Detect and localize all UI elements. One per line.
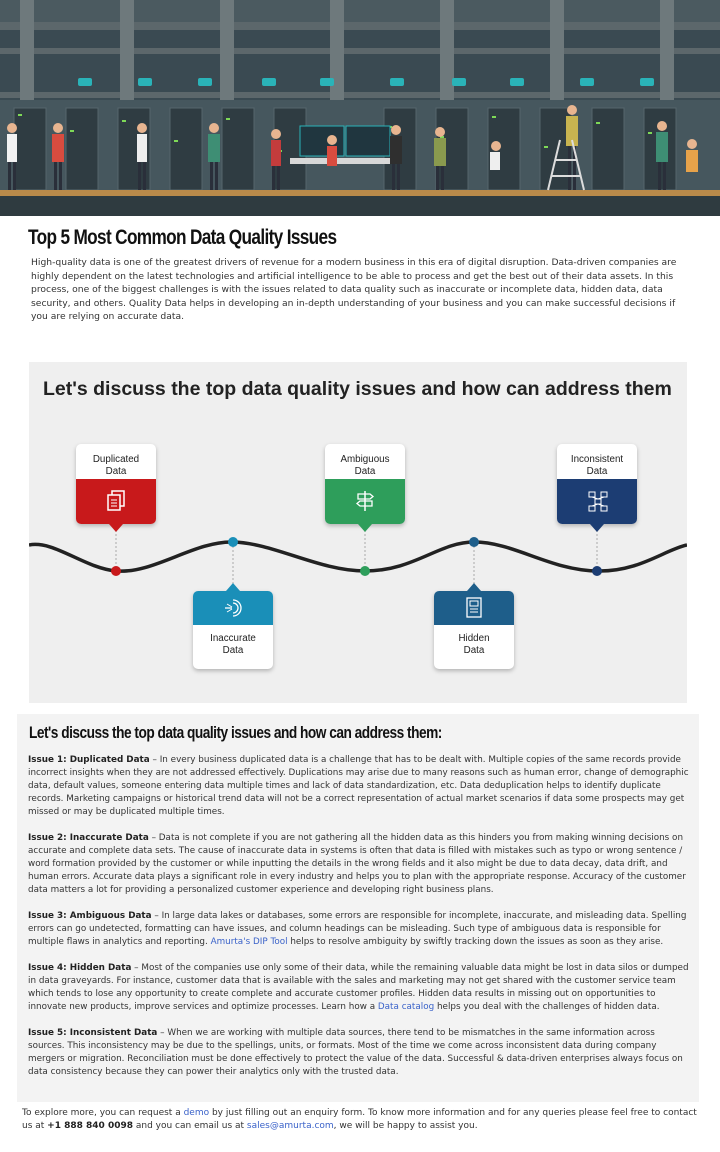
pointer (358, 524, 372, 532)
issue-text: – Data is not complete if you are not gathering all the hidden data as this hinders you from making winning decisions on accurate and complete data sets. The cause of inaccurate data in systems is often that data is filled with mistakes such as typo or wrong sentence / word formation provided by the customer or while inputting the details in the wrong fields and it also might be due to data decay, data drift, and human errors. Accurate data plays a significant role in every industry and helps you to plan with the appropriate response. Accuracy of the customer data matters a lot for providing a personalized customer experience and developing right business plans. (28, 833, 686, 895)
issue-label: Issue 3: Ambiguous Data (28, 911, 152, 921)
footer-text: , we will be happy to assist you. (333, 1121, 478, 1132)
issue-label: Issue 1: Duplicated Data (28, 755, 150, 765)
issue-2 (28, 832, 692, 897)
infographic-title: Let's discuss the top data quality issues and how can address them (43, 378, 672, 400)
document-icon (434, 591, 514, 625)
footer-contact (22, 1107, 702, 1134)
issue-1 (28, 754, 692, 819)
issue-4 (28, 962, 692, 1014)
card-inconsistent-data (557, 444, 637, 524)
issue-label: Issue 2: Inaccurate Data (28, 833, 149, 843)
pointer (467, 583, 481, 591)
pointer (109, 524, 123, 532)
pointer (590, 524, 604, 532)
intro-paragraph: High-quality data is one of the greatest drivers of revenue for a modern business in this era of digital disruption. Data-driven companies are highly dependent on the latest technologies and artificial intelligence to be able to process and get the best out of their data assets. In this process, one of the biggest challenges is with the issues related to data quality such as inaccurate or incomplete data, hidden data, data security, and others. Quality Data helps in developing an in-depth understanding of your business and you can make successful decisions if you are relying on accurate data. (31, 257, 677, 323)
signpost-icon (325, 479, 405, 524)
card-label: Data (222, 645, 244, 656)
card-hidden-data (434, 591, 514, 669)
issue-text-after: helps you deal with the challenges of hidden data. (434, 1002, 660, 1012)
page-title: Top 5 Most Common Data Quality Issues (28, 226, 337, 249)
issue-5 (28, 1027, 692, 1079)
issue-3 (28, 910, 692, 949)
issues-section (17, 714, 699, 1102)
footer-text: by just filling out an enquiry form. To know more information and for any queries please feel free to contact us at (22, 1108, 697, 1132)
footer-text: To explore more, you can request a (22, 1108, 184, 1118)
card-label: Hidden (458, 633, 490, 644)
data-catalog-link[interactable]: Data catalog (377, 1002, 435, 1012)
card-label: Data (354, 466, 376, 477)
demo-link[interactable]: demo (183, 1108, 210, 1118)
timeline-wave (29, 362, 687, 703)
marker-inaccurate (228, 537, 238, 547)
issue-text: – In large data lakes or databases, some errors are responsible for incomplete, inaccurate, and misleading data. Spelling errors can go undetected, formatting can have issues, and column headings can be misleading. Such type of ambiguous data is responsible for multiple flaws in analytics and reporting. (28, 911, 687, 947)
card-label: Inconsistent (570, 454, 624, 465)
issue-label: Issue 4: Hidden Data (28, 963, 132, 973)
signal-icon (193, 591, 273, 625)
email-link[interactable]: sales@amurta.com (246, 1121, 334, 1132)
marker-inconsistent (592, 566, 602, 576)
hero-illustration (0, 0, 720, 216)
issue-text: – Most of the companies use only some of their data, while the remaining valuable data might be lost in data silos or dumped in data graveyards. For instance, customer data that is available with the sales and marketing may not get shared with the customer service team which tends to lose any opportunity to create complete and accurate customer profiles. Hidden data results in missing out on opportunities to innovate new products, improve services and optimize processes. Learn how a (28, 963, 689, 1012)
footer-text: and you can email us at (133, 1121, 247, 1132)
card-duplicated-data (76, 444, 156, 524)
card-inaccurate-data (193, 591, 273, 669)
card-label: Data (463, 645, 485, 656)
card-label: Ambiguous (340, 454, 390, 465)
infographic (29, 362, 687, 703)
card-label: Data (105, 466, 127, 477)
marker-duplicated (111, 566, 121, 576)
card-ambiguous-data (325, 444, 405, 524)
pointer (226, 583, 240, 591)
dip-tool-link[interactable]: Amurta's DIP Tool (210, 937, 288, 947)
network-icon (557, 479, 637, 524)
marker-hidden (469, 537, 479, 547)
issue-text: – In every business duplicated data is a challenge that has to be dealt with. Multiple copies of the same records provide incorrect insights when they are not addressed effectively. Duplications may arise due to many reasons such as human error, change of demographic data, default values, someone entering data multiple times and lack of data standardization, etc. Data deduplication helps to identify duplicate records. Marketing campaigns or historical trend data will not be a correct representation of actual market scenarios if data some prospects may get missed or may be duplicated multiple times. (28, 755, 689, 817)
issue-text: – When we are working with multiple data sources, there tend to be mismatches in the same information across sources. This inconsistency may be due to the spellings, units, or formats. Most of the time we come across inconsistent data during company mergers or migration. Reconciliation must be done effectively to protect the value of the data. Successful & data-driven enterprises always focus on data consistency because they can power their analytics only with the trusted data. (28, 1028, 683, 1077)
issue-label: Issue 5: Inconsistent Data (28, 1028, 158, 1038)
duplicate-icon (76, 479, 156, 524)
issues-title: Let's discuss the top data quality issues and how can address them: (29, 724, 442, 742)
card-label: Inaccurate (210, 633, 256, 644)
issue-text-after: helps to resolve ambiguity by swiftly tracking down the issues as soon as they arise. (287, 937, 664, 947)
marker-ambiguous (360, 566, 370, 576)
phone-number: +1 888 840 0098 (47, 1121, 133, 1132)
card-label: Duplicated (92, 454, 140, 465)
card-label: Data (586, 466, 608, 477)
